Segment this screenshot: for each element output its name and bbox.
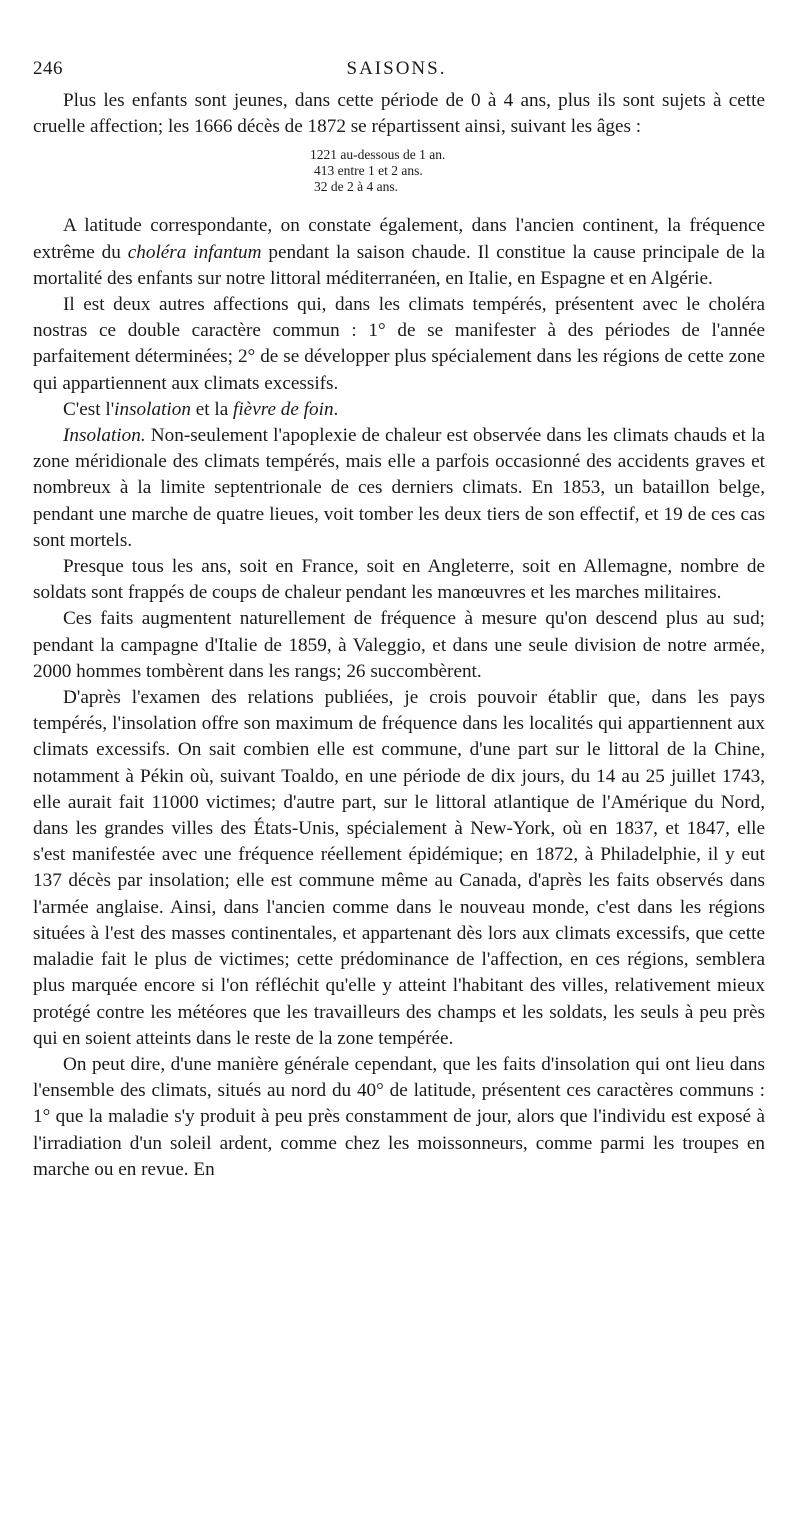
paragraph-italy-campaign: Ces faits augmentent naturellement de fréquence à mesure qu'on descend plus au sud; pendant la campagne d'Italie de 1859, à Valeggio, et dans une seule division de notre armée, 2000 hommes tombèrent dans les rangs; 26 succombèrent. <box>33 608 765 682</box>
italic-term: fièvre de foin <box>233 398 334 420</box>
section-run-in-heading: Insolation. <box>63 425 146 447</box>
body-text <box>33 88 765 1183</box>
paragraph-insolation-hayfever <box>33 397 765 423</box>
running-title: SAISONS. <box>346 58 447 79</box>
paragraph-soldiers: Presque tous les ans, soit en France, soit en Angleterre, soit en Allemagne, nombre de soldats sont frappés de coups de chaleur pendant les manœuvres et les marches militaires. <box>33 556 765 604</box>
text-run: A latitude correspondante, on constate également, dans l'ancien continent, la fréquence extrême du <box>33 215 765 263</box>
text-run: Non-seulement l'apoplexie de chaleur est observée dans les climats chauds et la zone méridionale des climats tempérés, mais elle a parfois occasionné des accidents graves et nombreux à la limite septentrionale de ces derniers climats. En 1853, un bataillon belge, pendant une marche de quatre lieues, voit tomber les deux tiers de son effectif, et 19 de ces cas sont mortels. <box>33 425 765 551</box>
italic-term: insolation <box>114 398 191 420</box>
paragraph-two-affections: Il est deux autres affections qui, dans les climats tempérés, présentent avec le choléra nostras ce double caractère commun : 1° de se manifester à des périodes de l'année parfaitement déterminées; 2° de se développer plus spécialement dans les régions de cette zone qui appartiennent aux climats excessifs. <box>33 294 765 394</box>
paragraph-insolation <box>33 423 765 554</box>
italic-term: choléra infantum <box>127 241 262 263</box>
age-line-2-to-4: 32 de 2 à 4 ans. <box>314 179 398 195</box>
age-line-under-1: 1221 au-dessous de 1 an. <box>310 147 446 163</box>
paragraph-common-characters: On peut dire, d'une manière générale cependant, que les faits d'insolation qui ont lieu dans l'ensemble des climats, situés au nord du 40° de latitude, présentent ces caractères communs : 1° que la maladie s'y produit à peu près constamment de jour, alors que l'individu est exposé à l'irradiation d'un soleil ardent, comme chez les moissonneurs, comme parmi les troupes en marche ou en revue. En <box>33 1053 765 1180</box>
paragraph-ages-intro: Plus les enfants sont jeunes, dans cette période de 0 à 4 ans, plus ils sont sujets à cette cruelle affection; les 1666 décès de 1872 se répartissent ainsi, suivant les âges : <box>33 90 765 138</box>
text-run: et la <box>190 398 234 420</box>
paragraph-excessive-climates: D'après l'examen des relations publiées, je crois pouvoir établir que, dans les pays tempérés, l'insolation offre son maximum de fréquence dans les localités qui appartiennent aux climats excessifs. On sait combien elle est commune, d'une part sur le littoral de la Chine, notamment à Pékin où, suivant Toaldo, en une période de dix jours, du 14 au 25 juillet 1743, elle aurait fait 11000 victimes; d'autre part, sur le littoral atlantique de l'Amérique du Nord, dans les grandes villes des États-Unis, spécialement à New-York, où en 1837, et 1847, elle s'est manifestée avec une fréquence réellement épidémique; en 1872, à Philadelphie, il y eut 137 décès par insolation; elle est commune même au Canada, d'après les faits observés dans l'armée anglaise. Ainsi, dans l'ancien comme dans le nouveau monde, c'est dans les régions situées à l'est des masses continentales, et appartenant dès lors aux climats excessifs, que cette maladie fait le plus de victimes; cette prédominance de l'affection, en ces régions, semblera plus marquée encore si l'on réfléchit qu'elle y atteint l'habitant des villes, relativement mieux protégé contre les météores que les travailleurs des champs et les soldats, les seuls à peu près qui en soient atteints dans le reste de la zone tempérée. <box>33 687 765 1049</box>
age-breakdown <box>33 147 765 195</box>
text-run: C'est l' <box>63 398 115 420</box>
age-line-1-to-2: 413 entre 1 et 2 ans. <box>314 163 423 179</box>
paragraph-cholera-infantum <box>33 213 765 292</box>
text-run: . <box>333 398 339 420</box>
running-head <box>33 58 760 84</box>
page-number: 246 <box>33 58 63 79</box>
text-run: pendant la saison chaude. Il constitue la cause principale de la mortalité des enfants sur notre littoral méditerranéen, en Italie, en Espagne et en Algérie. <box>33 241 765 289</box>
